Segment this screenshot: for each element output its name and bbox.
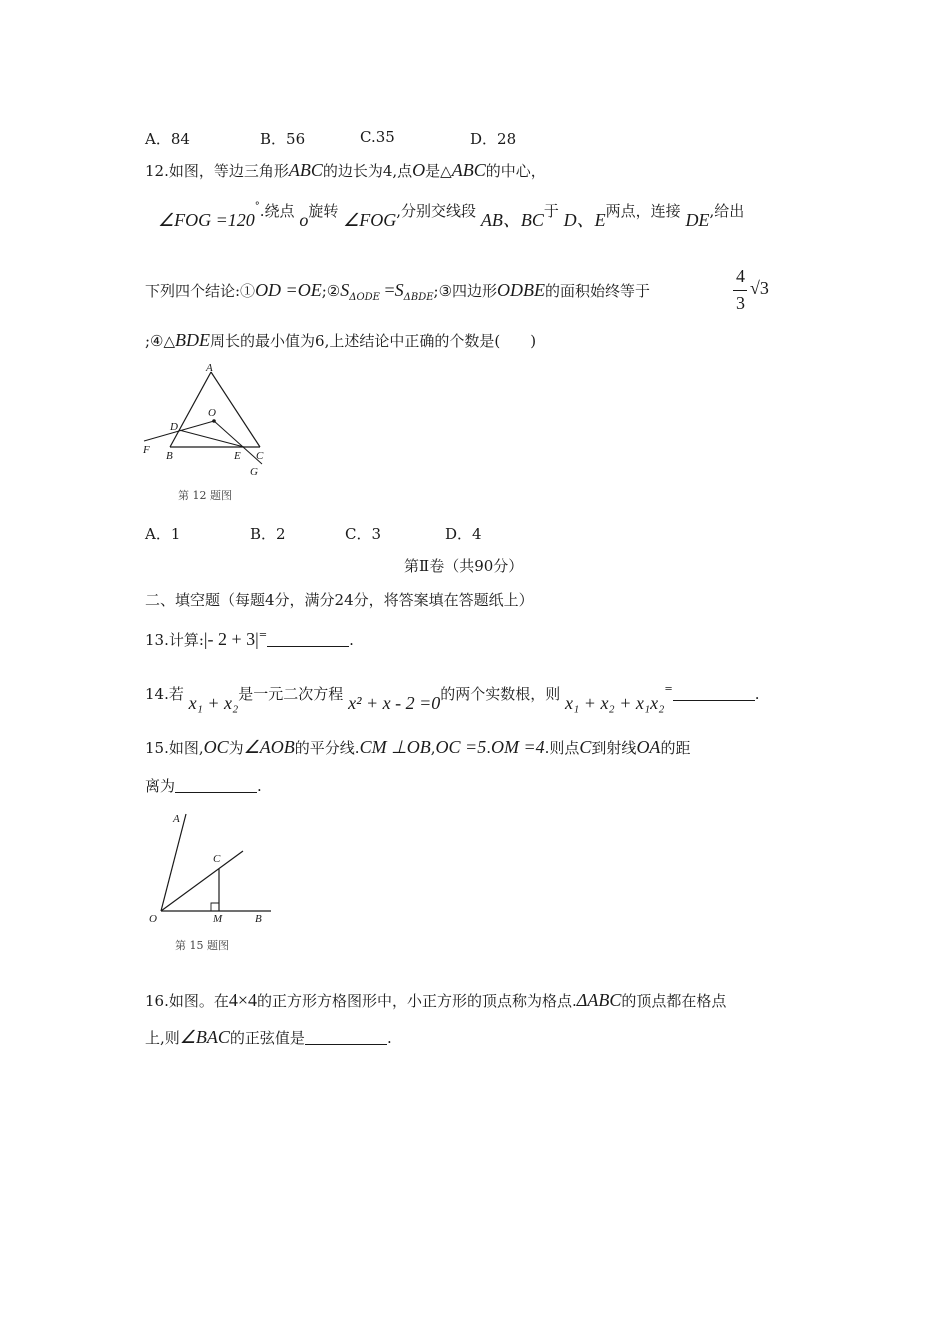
q12-figure — [140, 362, 280, 480]
math-triangle-abc: ΔABC — [576, 990, 622, 1010]
q13 — [145, 629, 354, 650]
math-angle-fog: ∠FOG — [343, 210, 397, 230]
q12-text: 两点，连接 — [605, 202, 681, 220]
q12-text: 旋转 — [308, 202, 339, 220]
math-om-eq-4: OM =4 — [490, 737, 545, 757]
label-c: C — [213, 853, 221, 865]
math-oc-eq-5: OC =5 — [435, 737, 487, 757]
q12-option-c: C．3 — [345, 525, 382, 543]
math-od-oe: OD =OE — [255, 280, 322, 300]
q15-answer-blank[interactable] — [175, 778, 257, 793]
math-s-bde-sub: ΔBDE — [403, 292, 434, 303]
math-abc: ABC — [451, 160, 486, 180]
q12-text: ,给出 — [709, 202, 745, 220]
q15-line-1 — [145, 737, 690, 758]
q16-text: 的正弦值是 — [229, 1029, 305, 1047]
q12-option-d: D．4 — [445, 525, 482, 543]
math-aob: ∠AOB — [243, 737, 295, 757]
math-s-bde: S — [394, 280, 404, 300]
q15-caption: 第 15 题图 — [175, 939, 229, 952]
q12-caption: 第 12 题图 — [178, 489, 232, 502]
q14-roots: x₁ + x₂ — [188, 693, 239, 713]
q12-text: ;④△ — [145, 332, 176, 350]
math-angle-bac: ∠BAC — [179, 1027, 230, 1047]
q13-suffix: . — [349, 631, 354, 649]
q12-text: 12.如图，等边三角形 — [145, 162, 289, 180]
q16-line-1 — [145, 990, 726, 1011]
math-o-small: o — [299, 210, 309, 230]
q13-expression: |- 2 + 3| — [203, 629, 259, 649]
ray-of — [144, 421, 214, 441]
q12-text: ;② — [321, 282, 341, 300]
math-c: C — [579, 737, 592, 757]
section-2-title: 第Ⅱ卷（共90分） — [404, 557, 524, 575]
math-d-e: D、E — [563, 210, 606, 230]
math-oc: OC — [203, 737, 229, 757]
q12-text: 的面积始终等于 — [545, 282, 651, 300]
side-ab — [170, 372, 211, 447]
q16-answer-blank[interactable] — [305, 1030, 387, 1045]
q14-target: x₁ + x₂ + x₁x₂ — [565, 693, 665, 713]
right-angle-mark — [211, 903, 219, 911]
q12-text: 下列四个结论:① — [145, 282, 256, 300]
label-a: A — [206, 362, 213, 374]
ray-oa — [161, 814, 186, 911]
math-oa: OA — [636, 737, 661, 757]
math-de: DE — [685, 210, 710, 230]
q14-suffix: . — [754, 685, 760, 703]
q15-text: . — [486, 739, 491, 757]
q13-prefix: 13.计算: — [145, 631, 204, 649]
math-s-ode-sub: ΔODE — [349, 292, 380, 303]
q15-text: 为 — [228, 739, 244, 757]
fraction-numerator: 4 — [736, 266, 745, 286]
q12-text: .绕点 — [259, 202, 295, 220]
q12-line-1 — [145, 160, 546, 181]
q13-equals: = — [258, 630, 268, 641]
q11-option-a: A．84 — [145, 130, 190, 148]
q15-text: .则点 — [544, 739, 580, 757]
q14-prefix: 14.若 — [145, 685, 184, 703]
q14 — [145, 683, 760, 713]
math-angle-fog-eq: ∠FOG =120 — [158, 210, 255, 230]
q16-text: 16.如图。在 — [145, 992, 229, 1010]
q12-text: 周长的最小值为6,上述结论中正确的个数是( ) — [210, 332, 537, 350]
q14-tail: 的两个实数根，则 — [440, 685, 561, 703]
q12-line-4 — [145, 330, 536, 351]
section-2-heading: 二、填空题（每题4分，满分24分，将答案填在答题纸上） — [145, 591, 534, 609]
q11-option-c: C.35 — [360, 128, 395, 146]
q16-line-2 — [145, 1027, 392, 1048]
q16-text: 的顶点都在格点 — [621, 992, 727, 1010]
q12-option-b: B．2 — [250, 525, 286, 543]
q12-option-a: A．1 — [145, 525, 181, 543]
fraction-bar — [733, 290, 747, 291]
label-c: C — [256, 450, 264, 462]
q15-figure — [145, 808, 280, 930]
label-b: B — [166, 450, 173, 462]
q15-text: 到射线 — [591, 739, 637, 757]
q15-text: , — [430, 739, 436, 757]
label-o: O — [149, 913, 157, 925]
label-e: E — [234, 450, 241, 462]
label-b: B — [255, 913, 262, 925]
q16-text: 上,则 — [145, 1029, 180, 1047]
q12-line-3 — [145, 280, 650, 303]
math-odbe: ODBE — [497, 280, 546, 300]
q11-option-b: B．56 — [260, 130, 306, 148]
q14-answer-blank[interactable] — [673, 686, 755, 701]
q15-line-2 — [145, 775, 262, 796]
q15-text: 的平分线. — [294, 739, 360, 757]
math-equals: = — [379, 280, 395, 300]
q12-text: 是△ — [425, 162, 452, 180]
side-ac — [211, 372, 260, 447]
label-o: O — [208, 407, 216, 419]
math-abc: ABC — [288, 160, 323, 180]
label-m: M — [213, 913, 223, 925]
label-d: D — [170, 421, 178, 433]
math-cm-perp-ob: CM ⊥OB — [359, 737, 431, 757]
q12-text: 的中心， — [485, 162, 546, 180]
math-o: O — [412, 160, 426, 180]
q12-line-2 — [158, 196, 745, 230]
label-f: F — [143, 444, 150, 456]
q15-text: 15.如图, — [145, 739, 204, 757]
ray-oc — [161, 851, 243, 911]
q15-text: 离为 — [145, 777, 176, 795]
math-bde: BDE — [175, 330, 211, 350]
q13-answer-blank[interactable] — [267, 632, 349, 647]
q12-text: ;③四边形 — [433, 282, 498, 300]
q12-text: 于 — [543, 202, 559, 220]
q14-equation: x² + x - 2 =0 — [348, 693, 441, 713]
q15-suffix: . — [257, 777, 262, 795]
degree-sign: ° — [254, 201, 260, 212]
math-ab-bc: AB、BC — [480, 210, 544, 230]
math-sqrt3: √3 — [750, 278, 769, 298]
label-g: G — [250, 466, 258, 478]
q12-text: ,分别交线段 — [396, 202, 477, 220]
q16-text: 的正方形方格图形中，小正方形的顶点称为格点. — [257, 992, 577, 1010]
q16-suffix: . — [386, 1029, 392, 1047]
q14-equals: = — [664, 684, 673, 695]
q15-text: 的距 — [660, 739, 691, 757]
label-a: A — [173, 813, 180, 825]
math-s-ode: S — [340, 280, 350, 300]
math-4x4: 4×4 — [228, 990, 258, 1010]
q14-mid: 是一元二次方程 — [238, 685, 344, 703]
fraction-denominator: 3 — [736, 293, 745, 313]
q11-option-d: D．28 — [470, 130, 517, 148]
point-o — [212, 419, 216, 423]
q12-text: 的边长为4,点 — [322, 162, 413, 180]
